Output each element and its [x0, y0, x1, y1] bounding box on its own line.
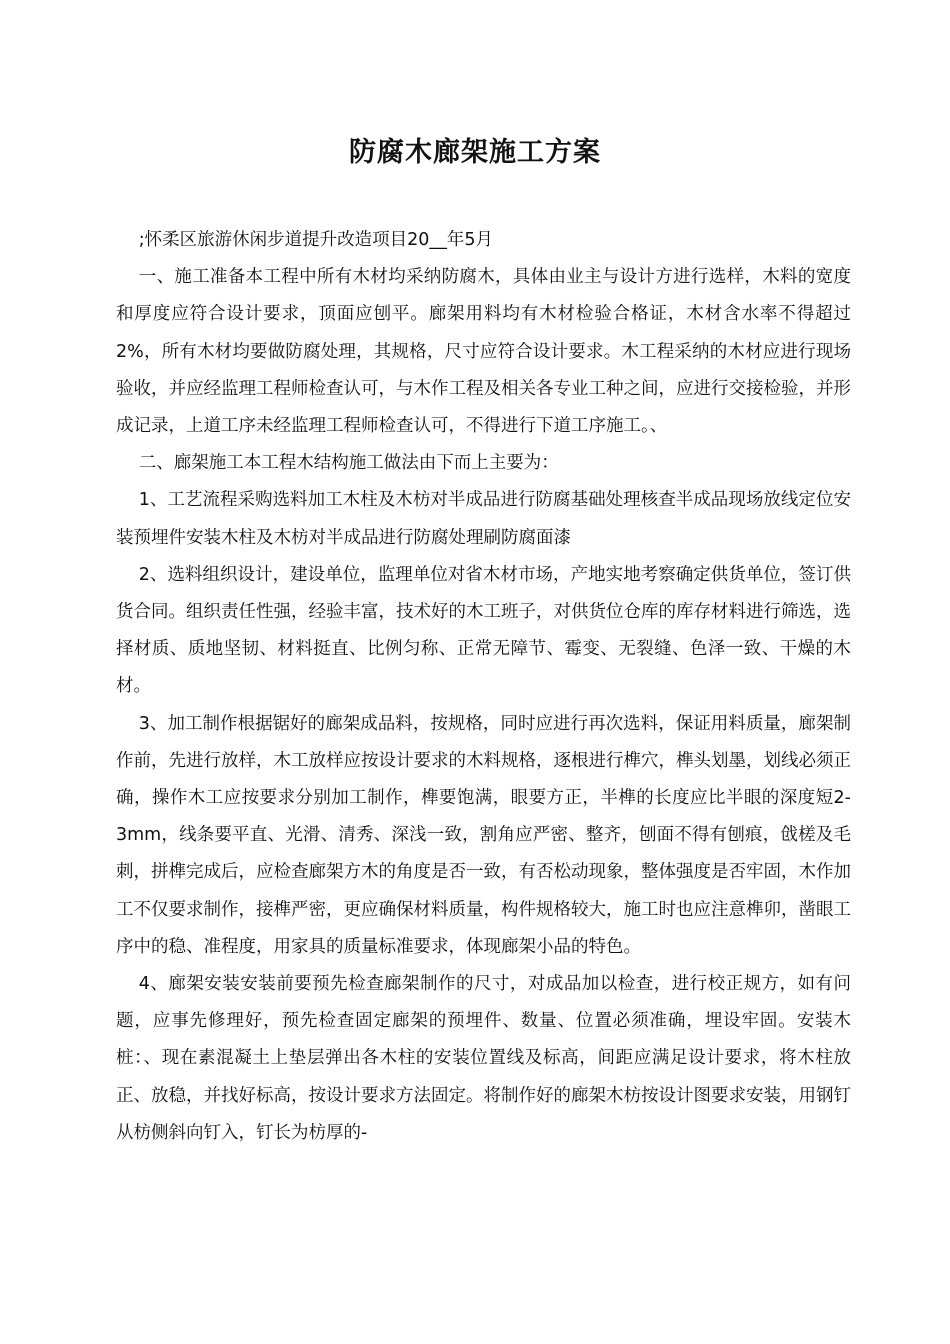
document-body — [116, 222, 851, 1152]
paragraph-preparation: 一、施工准备本工程中所有木材均采纳防腐木，具体由业主与设计方进行选样，木料的宽度和厚度应符合设计要求，顶面应刨平。廊架用料均有木材检验合格证，木材含水率不得超过2%，所有木材均要做防腐处理，其规格，尺寸应符合设计要求。木工程采纳的木材应进行现场验收，并应经监理工程师检查认可，与木作工程及相关各专业工种之间，应进行交接检验，并形成记录，上道工序未经监理工程师检查认可，不得进行下道工序施工。、 — [116, 267, 851, 437]
paragraph-fabrication: 3、加工制作根据锯好的廊架成品料，按规格，同时应进行再次选料，保证用料质量，廊架制作前，先进行放样，木工放样应按设计要求的木料规格，逐根进行榫穴，榫头划墨，划线必须正确，操作木工应按要求分别加工制作，榫要饱满，眼要方正，半榫的长度应比半眼的深度短2-3mm，线条要平直、光滑、清秀、深浅一致，割角应严密、整齐，刨面不得有刨痕，戗槎及毛刺，拼榫完成后，应检查廊架方木的角度是否一致，有否松动现象，整体强度是否牢固，木作加工不仅要求制作，接榫严密，更应确保材料质量，构件规格较大，施工时也应注意榫卯，凿眼工序中的稳、准程度，用家具的质量标准要求，体现廊架小品的特色。 — [116, 713, 851, 957]
project-line: ;怀柔区旅游休闲步道提升改造项目20__年5月 — [138, 230, 494, 250]
page-title: 防腐木廊架施工方案 — [349, 137, 601, 168]
paragraph-material-selection: 2、选料组织设计，建设单位，监理单位对省木材市场，产地实地考察确定供货单位，签订供货合同。组织责任性强，经验丰富，技术好的木工班子，对供货位仓库的库存材料进行筛选，选择材质、质地坚韧、材料挺直、比例匀称、正常无障节、霉变、无裂缝、色泽一致、干燥的木材。 — [116, 564, 851, 697]
paragraph-construction-heading: 二、廊架施工本工程木结构施工做法由下而上主要为： — [138, 453, 559, 474]
paragraph-installation: 4、廊架安装安装前要预先检查廊架制作的尺寸，对成品加以检查，进行校正规方，如有问题，应事先修理好，预先检查固定廊架的预埋件、数量、位置必须准确，埋设牢固。安装木桩：、现在素混凝土上垫层弹出各木柱的安装位置线及标高，间距应满足设计要求，将木柱放正、放稳，并找好标高，按设计要求方法固定。将制作好的廊架木枋按设计图要求安装，用钢钉从枋侧斜向钉入，钉长为枋厚的- — [116, 974, 851, 1143]
paragraph-process-flow: 1、工艺流程采购选料加工木柱及木枋对半成品进行防腐基础处理核查半成品现场放线定位安装预埋件安装木柱及木枋对半成品进行防腐处理刷防腐面漆 — [116, 490, 851, 548]
